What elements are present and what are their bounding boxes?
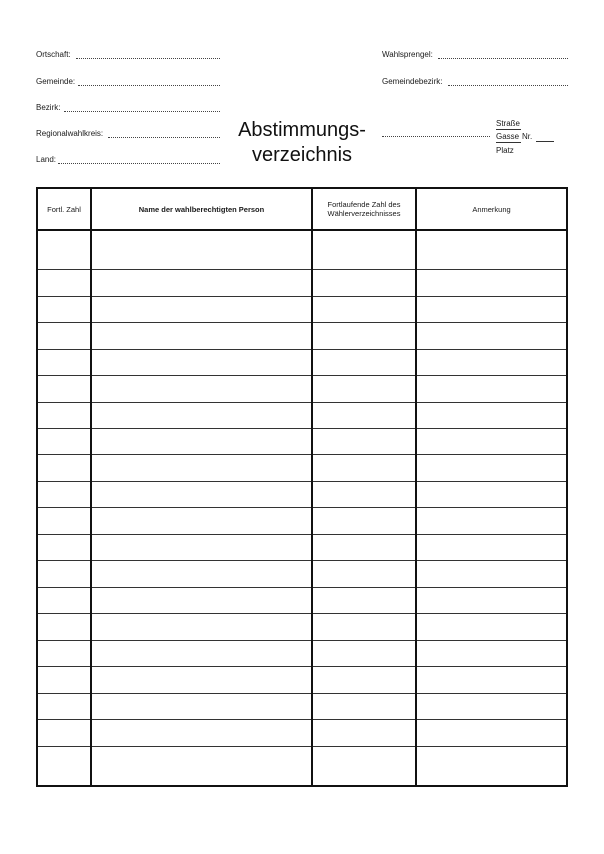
field-label-gemeinde: Gemeinde: <box>36 77 76 86</box>
street-name-line[interactable] <box>382 136 490 137</box>
table-row <box>37 270 567 296</box>
table-row <box>37 349 567 375</box>
cell-anmerkung[interactable] <box>416 746 567 786</box>
cell-name[interactable] <box>91 693 312 719</box>
field-line-wahlsprengel[interactable] <box>438 58 568 59</box>
field-line-regionalwahlkreis[interactable] <box>108 137 220 138</box>
table-header-row <box>37 188 567 230</box>
table-row <box>37 481 567 507</box>
table-row <box>37 746 567 786</box>
cell-fortl-zahl[interactable] <box>37 561 91 587</box>
field-line-gemeinde[interactable] <box>78 85 220 86</box>
page-title-line2: verzeichnis <box>251 144 353 166</box>
cell-fortl-zahl[interactable] <box>37 746 91 786</box>
cell-waehlerverzeichnis-nr[interactable] <box>312 614 416 640</box>
cell-fortl-zahl[interactable] <box>37 455 91 481</box>
field-label-regionalwahlkreis: Regionalwahlkreis: <box>36 129 104 138</box>
cell-anmerkung[interactable] <box>416 323 567 349</box>
table-row <box>37 429 567 455</box>
cell-waehlerverzeichnis-nr[interactable] <box>312 481 416 507</box>
cell-waehlerverzeichnis-nr[interactable] <box>312 720 416 746</box>
cell-waehlerverzeichnis-nr[interactable] <box>312 534 416 560</box>
cell-waehlerverzeichnis-nr[interactable] <box>312 640 416 666</box>
cell-name[interactable] <box>91 640 312 666</box>
table-row <box>37 693 567 719</box>
cell-name[interactable] <box>91 296 312 322</box>
street-option-platz[interactable]: Platz <box>496 146 514 155</box>
cell-anmerkung[interactable] <box>416 270 567 296</box>
cell-fortl-zahl[interactable] <box>37 667 91 693</box>
field-label-gemeindebezirk: Gemeindebezirk: <box>382 77 443 86</box>
cell-waehlerverzeichnis-nr[interactable] <box>312 746 416 786</box>
table-row <box>37 614 567 640</box>
cell-waehlerverzeichnis-nr[interactable] <box>312 349 416 375</box>
field-label-bezirk: Bezirk: <box>36 103 61 112</box>
cell-anmerkung[interactable] <box>416 640 567 666</box>
street-option-underline <box>496 129 521 130</box>
street-number-label: Nr. <box>522 132 533 141</box>
cell-waehlerverzeichnis-nr[interactable] <box>312 429 416 455</box>
cell-waehlerverzeichnis-nr[interactable] <box>312 323 416 349</box>
column-header-anmerkung: Anmerkung <box>416 188 567 230</box>
cell-name[interactable] <box>91 429 312 455</box>
column-header-name: Name der wahlberechtigten Person <box>91 188 312 230</box>
cell-name[interactable] <box>91 587 312 613</box>
page-title-line1: Abstimmungs- <box>238 119 366 141</box>
table-row <box>37 376 567 402</box>
cell-fortl-zahl[interactable] <box>37 376 91 402</box>
register-table <box>36 187 568 787</box>
cell-fortl-zahl[interactable] <box>37 587 91 613</box>
cell-anmerkung[interactable] <box>416 693 567 719</box>
cell-name[interactable] <box>91 230 312 270</box>
cell-fortl-zahl[interactable] <box>37 693 91 719</box>
cell-anmerkung[interactable] <box>416 296 567 322</box>
table-row <box>37 455 567 481</box>
cell-fortl-zahl[interactable] <box>37 230 91 270</box>
cell-fortl-zahl[interactable] <box>37 508 91 534</box>
cell-waehlerverzeichnis-nr[interactable] <box>312 508 416 534</box>
cell-waehlerverzeichnis-nr[interactable] <box>312 230 416 270</box>
table-row <box>37 230 567 270</box>
field-line-bezirk[interactable] <box>64 111 220 112</box>
field-line-ortschaft[interactable] <box>76 58 220 59</box>
cell-name[interactable] <box>91 534 312 560</box>
table-row <box>37 640 567 666</box>
cell-name[interactable] <box>91 323 312 349</box>
cell-anmerkung[interactable] <box>416 349 567 375</box>
cell-fortl-zahl[interactable] <box>37 720 91 746</box>
cell-name[interactable] <box>91 402 312 428</box>
cell-name[interactable] <box>91 270 312 296</box>
table-row <box>37 561 567 587</box>
field-line-gemeindebezirk[interactable] <box>448 85 568 86</box>
cell-anmerkung[interactable] <box>416 614 567 640</box>
cell-anmerkung[interactable] <box>416 508 567 534</box>
cell-waehlerverzeichnis-nr[interactable] <box>312 402 416 428</box>
field-label-ortschaft: Ortschaft: <box>36 50 71 59</box>
cell-fortl-zahl[interactable] <box>37 296 91 322</box>
field-label-wahlsprengel: Wahlsprengel: <box>382 50 433 59</box>
cell-name[interactable] <box>91 746 312 786</box>
cell-fortl-zahl[interactable] <box>37 270 91 296</box>
cell-anmerkung[interactable] <box>416 230 567 270</box>
street-number-line[interactable] <box>536 141 554 142</box>
cell-name[interactable] <box>91 508 312 534</box>
cell-fortl-zahl[interactable] <box>37 429 91 455</box>
cell-anmerkung[interactable] <box>416 402 567 428</box>
cell-name[interactable] <box>91 455 312 481</box>
cell-anmerkung[interactable] <box>416 720 567 746</box>
page-title <box>222 118 382 168</box>
cell-anmerkung[interactable] <box>416 667 567 693</box>
column-header-fortl-zahl: Fortl. Zahl <box>37 188 91 230</box>
street-option-underline <box>496 142 521 143</box>
cell-fortl-zahl[interactable] <box>37 534 91 560</box>
table-row <box>37 508 567 534</box>
cell-fortl-zahl[interactable] <box>37 323 91 349</box>
cell-waehlerverzeichnis-nr[interactable] <box>312 561 416 587</box>
column-header-waehlerverzeichnis: Fortlaufende Zahl des Wählerverzeichnisses <box>312 188 416 230</box>
cell-name[interactable] <box>91 667 312 693</box>
cell-fortl-zahl[interactable] <box>37 640 91 666</box>
cell-name[interactable] <box>91 481 312 507</box>
cell-name[interactable] <box>91 720 312 746</box>
cell-fortl-zahl[interactable] <box>37 402 91 428</box>
table-row <box>37 296 567 322</box>
cell-waehlerverzeichnis-nr[interactable] <box>312 667 416 693</box>
cell-name[interactable] <box>91 376 312 402</box>
table-row <box>37 323 567 349</box>
field-line-land[interactable] <box>58 163 220 164</box>
cell-anmerkung[interactable] <box>416 534 567 560</box>
cell-anmerkung[interactable] <box>416 455 567 481</box>
table-body <box>37 230 567 786</box>
field-label-land: Land: <box>36 155 57 164</box>
cell-fortl-zahl[interactable] <box>37 614 91 640</box>
table-row <box>37 720 567 746</box>
cell-fortl-zahl[interactable] <box>37 481 91 507</box>
cell-waehlerverzeichnis-nr[interactable] <box>312 270 416 296</box>
cell-anmerkung[interactable] <box>416 481 567 507</box>
cell-anmerkung[interactable] <box>416 561 567 587</box>
cell-waehlerverzeichnis-nr[interactable] <box>312 455 416 481</box>
table-row <box>37 534 567 560</box>
cell-fortl-zahl[interactable] <box>37 349 91 375</box>
cell-name[interactable] <box>91 614 312 640</box>
table-row <box>37 402 567 428</box>
cell-anmerkung[interactable] <box>416 376 567 402</box>
cell-name[interactable] <box>91 349 312 375</box>
cell-anmerkung[interactable] <box>416 587 567 613</box>
cell-anmerkung[interactable] <box>416 429 567 455</box>
table-row <box>37 667 567 693</box>
table-row <box>37 587 567 613</box>
cell-name[interactable] <box>91 561 312 587</box>
street-option-strasse[interactable]: Straße <box>496 119 521 128</box>
cell-waehlerverzeichnis-nr[interactable] <box>312 376 416 402</box>
cell-waehlerverzeichnis-nr[interactable] <box>312 693 416 719</box>
street-option-gasse[interactable]: Gasse <box>496 132 520 141</box>
cell-waehlerverzeichnis-nr[interactable] <box>312 296 416 322</box>
cell-waehlerverzeichnis-nr[interactable] <box>312 587 416 613</box>
